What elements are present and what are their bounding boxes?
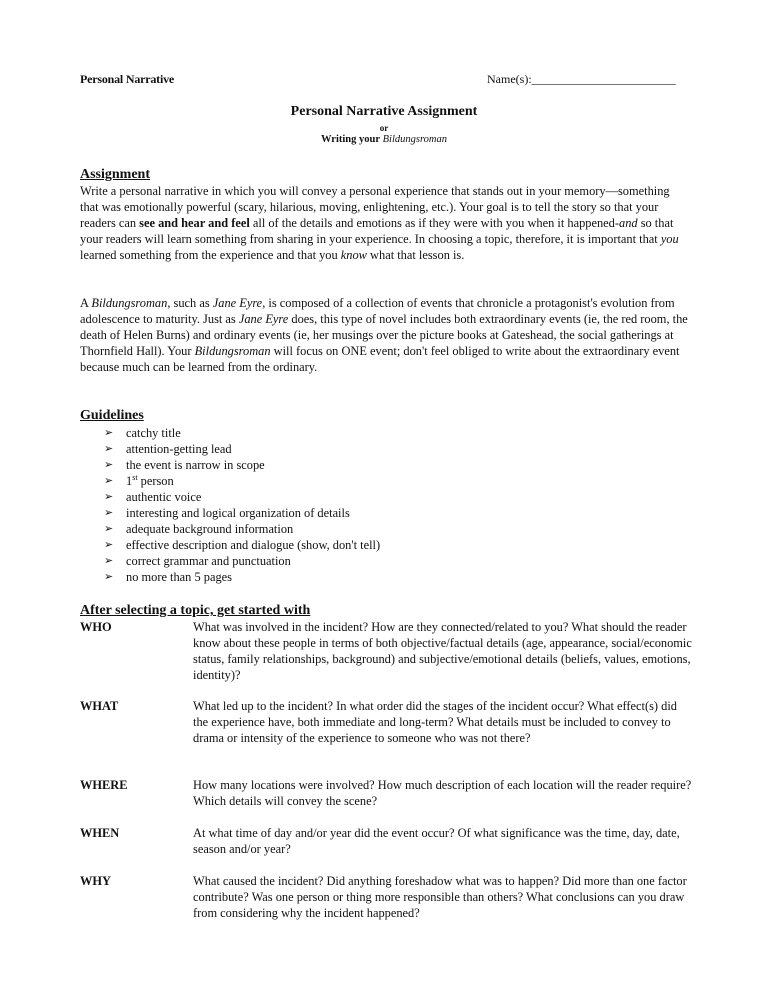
p2-text-a: A bbox=[80, 296, 92, 310]
list-item: ➢ correct grammar and punctuation bbox=[104, 554, 291, 568]
definition-what: What led up to the incident? In what order did the stages of the incident occur? What effect(s) did the experience have, both immediate and long-term? What details must be included to convey to drama or intensity of the experience to someone who was not there? bbox=[193, 699, 677, 745]
assignment-heading: Assignment bbox=[80, 167, 151, 182]
term-who: WHO bbox=[80, 620, 112, 634]
after-selecting-heading: After selecting a topic, get started with bbox=[80, 603, 311, 618]
list-item: ➢ authentic voice bbox=[104, 490, 202, 504]
arrowhead-bullet-icon: ➢ bbox=[104, 523, 114, 535]
p1-text-a: Write a personal narrative in which you will convey a personal experience that stands out in your memory—something that was emotionally powerful (scary, hilarious, moving, enlightening, etc.). Your goal is to tell the story so that your readers can bbox=[80, 184, 670, 230]
arrowhead-bullet-icon: ➢ bbox=[104, 459, 114, 471]
p1-bold: see and hear and feel bbox=[139, 216, 250, 230]
p1-italic-know: know bbox=[340, 248, 367, 262]
subtitle-italic: Bildungsroman bbox=[382, 134, 448, 145]
names-blank-line: ________________________ bbox=[531, 72, 676, 86]
arrowhead-bullet-icon: ➢ bbox=[104, 427, 114, 439]
assignment-paragraph-1 bbox=[80, 183, 690, 263]
assignment-paragraph-2 bbox=[80, 295, 690, 375]
p2-italic-4: Bildungsroman bbox=[194, 344, 271, 358]
guidelines-heading: Guidelines bbox=[80, 408, 144, 423]
p1-text-d: learned something from the experience and that you bbox=[80, 248, 341, 262]
guidelines-list bbox=[104, 425, 504, 585]
document-title: Personal Narrative Assignment bbox=[290, 104, 478, 119]
p1-italic-you: you bbox=[660, 232, 679, 246]
definition-where: How many locations were involved? How much description of each location will the reader require? Which details will convey the scene? bbox=[193, 778, 692, 808]
header-names-field bbox=[487, 71, 676, 87]
term-when: WHEN bbox=[80, 826, 120, 840]
p2-italic-2: Jane Eyre bbox=[212, 296, 263, 310]
p2-text-e: will focus on ONE event; don't feel obliged to write about the extraordinary event because much can be learned from the ordinary. bbox=[80, 344, 680, 374]
term-where: WHERE bbox=[80, 778, 128, 792]
list-item: ➢ no more than 5 pages bbox=[104, 570, 232, 584]
p1-text-e: what that lesson is. bbox=[366, 248, 465, 262]
term-why: WHY bbox=[80, 874, 111, 888]
arrowhead-bullet-icon: ➢ bbox=[104, 491, 114, 503]
list-item: ➢ attention-getting lead bbox=[104, 442, 232, 456]
list-item: ➢ interesting and logical organization of details bbox=[104, 506, 350, 520]
arrowhead-bullet-icon: ➢ bbox=[104, 555, 114, 567]
arrowhead-bullet-icon: ➢ bbox=[104, 539, 114, 551]
term-what: WHAT bbox=[80, 699, 119, 713]
definition-who: What was involved in the incident? How are they connected/related to you? What should the reader know about these people in terms of both objective/factual details (age, appearance, social/economic status, family relationships, background) and subjective/emotional details (beliefs, values, emotions, identity)? bbox=[193, 620, 692, 682]
definition-why: What caused the incident? Did anything foreshadow what was to happen? Did more than one factor contribute? Was one person or thing more responsible than others? What conclusions can you draw from considering why the incident happened? bbox=[193, 874, 687, 920]
p1-italic-and: and bbox=[619, 216, 638, 230]
arrowhead-bullet-icon: ➢ bbox=[104, 507, 114, 519]
arrowhead-bullet-icon: ➢ bbox=[104, 443, 114, 455]
p1-text-c: so that your readers will learn something from sharing in your experience. In choosing a topic, therefore, it is important that bbox=[80, 216, 674, 246]
p2-text-b: , such as bbox=[167, 296, 213, 310]
document-subtitle bbox=[0, 134, 768, 146]
p2-italic-1: Bildungsroman bbox=[91, 296, 168, 310]
list-item: ➢ catchy title bbox=[104, 426, 181, 440]
p2-text-d: does, this type of novel includes both extraordinary events (ie, the red room, the death of Helen Burns) and ordinary events (ie, her musings over the picture books at Gateshead, the social gatherings at Thornfield Hall). Your bbox=[80, 312, 688, 358]
list-item: ➢ effective description and dialogue (show, don't tell) bbox=[104, 538, 381, 552]
p1-text-b: all of the details and emotions as if they were with you when it happened- bbox=[249, 216, 619, 230]
title-or: or bbox=[379, 123, 389, 133]
p2-text-c: , is composed of a collection of events that chronicle a protagonist's evolution from adolescence to maturity. Just as bbox=[80, 296, 675, 326]
list-item: ➢ 1st person bbox=[104, 472, 174, 488]
header-course-title: Personal Narrative bbox=[80, 72, 175, 86]
p2-italic-3: Jane Eyre bbox=[238, 312, 289, 326]
list-item: ➢ the event is narrow in scope bbox=[104, 458, 265, 472]
names-label: Name(s): bbox=[487, 72, 532, 86]
definition-when: At what time of day and/or year did the event occur? Of what significance was the time, day, date, season and/or year? bbox=[193, 826, 680, 856]
arrowhead-bullet-icon: ➢ bbox=[104, 475, 114, 487]
list-item: ➢ adequate background information bbox=[104, 522, 294, 536]
arrowhead-bullet-icon: ➢ bbox=[104, 571, 114, 583]
subtitle-prefix: Writing your bbox=[320, 134, 381, 145]
